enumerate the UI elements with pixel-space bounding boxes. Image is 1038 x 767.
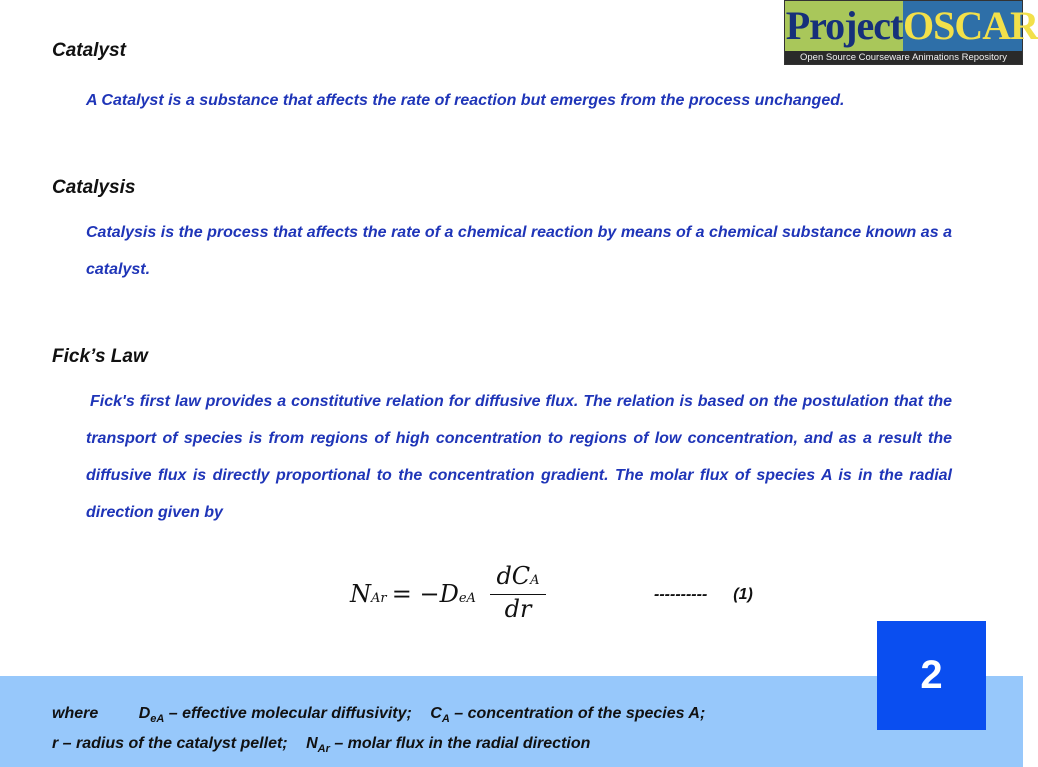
footer-r-desc: r – radius of the catalyst pellet; xyxy=(52,735,288,752)
logo-project-text: Project xyxy=(785,1,903,51)
catalysis-definition: Catalysis is the process that affects the rate of a chemical reaction by means of a chemical substance known as a catalyst. xyxy=(86,224,952,278)
footer-n-desc: – molar flux in the radial direction xyxy=(334,735,591,752)
eq-numerator xyxy=(490,562,546,590)
catalysis-heading: Catalysis xyxy=(52,177,136,198)
page-number-badge: 2 xyxy=(877,621,986,730)
logo-oscar-text: OSCAR xyxy=(903,1,1022,51)
logo-title xyxy=(785,1,1038,51)
eq-numerator-symbol: dC xyxy=(496,562,531,590)
ficks-law-definition: Fick's first law provides a constitutive relation for diffusive flux. The relation is based on the postulation that the transport of species is from regions of high concentration to regions of low concentration, and as a result the diffusive flux is directly proportional to the concentration gradient. The molar flux of species A is in the radial direction given by xyxy=(86,393,952,521)
eq-denominator: dr xyxy=(504,595,532,623)
footer-line-1 xyxy=(52,705,705,723)
eq-dashes: ---------- xyxy=(654,586,708,603)
footer-c-desc: – concentration of the species A; xyxy=(454,705,706,722)
footer-n-symbol: N xyxy=(306,735,318,752)
footer-n-sub: Ar xyxy=(317,743,330,755)
eq-equals-minus: = − xyxy=(391,580,440,608)
footer-d-sub: eA xyxy=(150,713,165,725)
footer-d-symbol: D xyxy=(138,705,151,722)
eq-lhs-symbol: N xyxy=(350,580,371,608)
eq-coef-symbol: D xyxy=(439,580,459,608)
footer-c-symbol: C xyxy=(430,705,442,722)
ficks-law-heading: Fick’s Law xyxy=(52,346,148,367)
project-oscar-logo xyxy=(784,0,1038,65)
eq-numerator-sub: A xyxy=(530,573,540,588)
footer-d-desc: – effective molecular diffusivity; xyxy=(168,705,412,722)
catalyst-heading: Catalyst xyxy=(52,40,126,61)
eq-coef-sub: eA xyxy=(458,591,476,606)
footer-c-sub: A xyxy=(441,713,450,725)
footer-where: where xyxy=(52,705,99,722)
catalyst-definition: A Catalyst is a substance that affects the rate of reaction but emerges from the process unchanged. xyxy=(86,92,845,109)
equation-number-label xyxy=(654,586,753,604)
eq-lhs-sub: Ar xyxy=(371,591,387,606)
footer-line-2 xyxy=(52,735,590,753)
logo-tagline: Open Source Courseware Animations Repository xyxy=(785,51,1022,64)
eq-number: (1) xyxy=(733,586,753,603)
